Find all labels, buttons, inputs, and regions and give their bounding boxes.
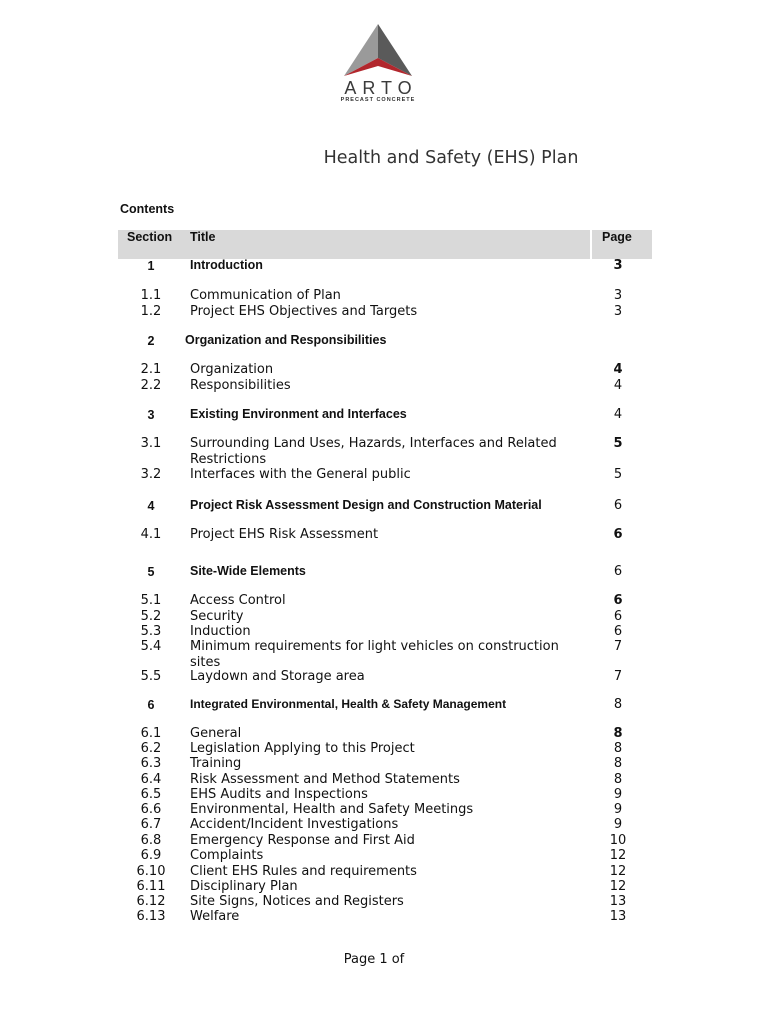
row-page: 8: [613, 697, 623, 712]
row-title: Introduction: [190, 258, 263, 272]
row-page: 12: [609, 879, 627, 894]
row-page: 8: [613, 741, 623, 756]
row-number: 6.13: [136, 909, 166, 924]
toc-row: [0, 697, 768, 713]
toc-row: [0, 726, 768, 742]
toc-row: [0, 624, 768, 640]
row-title: General: [190, 726, 242, 741]
row-page: 4: [613, 362, 623, 377]
row-number: 6.11: [136, 879, 166, 894]
toc-header: [118, 230, 652, 259]
row-number: 6.9: [140, 848, 162, 863]
row-page: 12: [609, 864, 627, 879]
row-title: Site-Wide Elements: [190, 564, 306, 578]
toc-row: [0, 564, 768, 580]
toc-row: [0, 894, 768, 910]
row-number: 6.1: [140, 726, 162, 741]
row-number: 6: [147, 698, 155, 712]
row-title: Existing Environment and Interfaces: [190, 407, 407, 421]
toc-row: [0, 848, 768, 864]
row-number: 3.2: [140, 467, 162, 482]
document-title: Health and Safety (EHS) Plan: [323, 148, 579, 168]
row-number: 5.3: [140, 624, 162, 639]
toc-row: [0, 833, 768, 849]
toc-row: [0, 879, 768, 895]
row-number: 6.5: [140, 787, 162, 802]
toc-row: [0, 909, 768, 925]
row-title: Communication of Plan: [190, 288, 341, 303]
row-page: 6: [613, 527, 623, 542]
row-title: Project EHS Objectives and Targets: [190, 304, 418, 319]
row-number: 3: [147, 408, 155, 422]
row-page: 8: [613, 726, 623, 741]
row-number: 3.1: [140, 436, 162, 451]
row-number: 5: [147, 565, 155, 579]
row-number: 6.7: [140, 817, 162, 832]
row-title: Project Risk Assessment Design and Construction Material: [190, 498, 542, 512]
row-page: 6: [613, 498, 623, 513]
row-title: Integrated Environmental, Health & Safety Management: [190, 697, 507, 711]
row-page: 12: [609, 848, 627, 863]
row-page: 6: [613, 593, 623, 608]
row-page: 8: [613, 772, 623, 787]
toc-row: [0, 498, 768, 514]
toc-row: [0, 669, 768, 685]
header-page: Page: [602, 230, 632, 244]
toc-row: [0, 436, 768, 467]
row-title: Welfare: [190, 909, 240, 924]
page-footer: Page 1 of: [343, 952, 405, 967]
row-title: Induction: [190, 624, 251, 639]
row-number: 1.2: [140, 304, 162, 319]
row-page: 5: [613, 467, 623, 482]
row-page: 10: [609, 833, 627, 848]
toc-row: [0, 864, 768, 880]
toc-row: [0, 362, 768, 378]
row-title: Interfaces with the General public: [190, 467, 411, 482]
toc-row: [0, 527, 768, 543]
row-title: Accident/Incident Investigations: [190, 817, 399, 832]
row-number: 2.1: [140, 362, 162, 377]
row-number: 6.10: [136, 864, 166, 879]
row-page: 3: [613, 304, 623, 319]
row-number: 5.2: [140, 609, 162, 624]
row-number: 2: [147, 334, 155, 348]
row-page: 3: [613, 258, 623, 273]
arto-logo: [330, 22, 426, 104]
row-page: 13: [609, 894, 627, 909]
row-page: 3: [613, 288, 623, 303]
toc-row: [0, 787, 768, 803]
row-page: 13: [609, 909, 627, 924]
row-number: 5.5: [140, 669, 162, 684]
row-number: 6.6: [140, 802, 162, 817]
row-number: 1: [147, 259, 155, 273]
row-title: Security: [190, 609, 244, 624]
toc-row: [0, 407, 768, 423]
row-title: Emergency Response and First Aid: [190, 833, 415, 848]
row-page: 6: [613, 564, 623, 579]
toc-row: [0, 304, 768, 320]
row-page: 9: [613, 787, 623, 802]
row-title: EHS Audits and Inspections: [190, 787, 368, 802]
contents-label: Contents: [120, 202, 175, 216]
row-number: 2.2: [140, 378, 162, 393]
toc-row: [0, 639, 768, 670]
row-page: 5: [613, 436, 623, 451]
toc-row: [0, 258, 768, 274]
header-title: Title: [190, 230, 216, 244]
toc-row: [0, 802, 768, 818]
toc-row: [0, 467, 768, 483]
row-number: 1.1: [140, 288, 162, 303]
row-page: 9: [613, 802, 623, 817]
row-title: Minimum requirements for light vehicles on construction sites: [190, 639, 559, 670]
row-page: 7: [613, 639, 623, 654]
row-page: 8: [613, 756, 623, 771]
row-page: 4: [613, 407, 623, 422]
row-title: Organization and Responsibilities: [185, 333, 387, 347]
arto-triangle-icon: [330, 22, 426, 80]
row-number: 4.1: [140, 527, 162, 542]
row-title: Site Signs, Notices and Registers: [190, 894, 404, 909]
logo-wordmark: ARTO: [344, 78, 418, 98]
row-page: 7: [613, 669, 623, 684]
logo-tagline: PRECAST CONCRETE: [340, 97, 416, 103]
row-title: Environmental, Health and Safety Meetings: [190, 802, 474, 817]
row-number: 6.3: [140, 756, 162, 771]
toc-row: [0, 593, 768, 609]
row-page: 9: [613, 817, 623, 832]
row-number: 5.1: [140, 593, 162, 608]
row-title: Responsibilities: [190, 378, 291, 393]
row-title: Organization: [190, 362, 274, 377]
row-title: Disciplinary Plan: [190, 879, 298, 894]
row-number: 6.4: [140, 772, 162, 787]
row-title: Project EHS Risk Assessment: [190, 527, 379, 542]
row-number: 4: [147, 499, 155, 513]
row-title: Laydown and Storage area: [190, 669, 365, 684]
toc-row: [0, 772, 768, 788]
toc-row: [0, 741, 768, 757]
row-title: Risk Assessment and Method Statements: [190, 772, 460, 787]
row-number: 5.4: [140, 639, 162, 654]
row-number: 6.8: [140, 833, 162, 848]
row-number: 6.12: [136, 894, 166, 909]
row-page: 4: [613, 378, 623, 393]
row-page: 6: [613, 609, 623, 624]
row-title: Access Control: [190, 593, 286, 608]
row-page: 6: [613, 624, 623, 639]
toc-row: [0, 288, 768, 304]
header-section: Section: [127, 230, 173, 244]
toc-row: [0, 333, 768, 349]
toc-row: [0, 817, 768, 833]
toc-row: [0, 609, 768, 625]
row-title: Client EHS Rules and requirements: [190, 864, 417, 879]
row-title: Complaints: [190, 848, 264, 863]
row-title: Legislation Applying to this Project: [190, 741, 415, 756]
row-title: Training: [190, 756, 242, 771]
row-number: 6.2: [140, 741, 162, 756]
toc-row: [0, 378, 768, 394]
row-title: Surrounding Land Uses, Hazards, Interfaces and Related Restrictions: [190, 436, 557, 467]
toc-row: [0, 756, 768, 772]
